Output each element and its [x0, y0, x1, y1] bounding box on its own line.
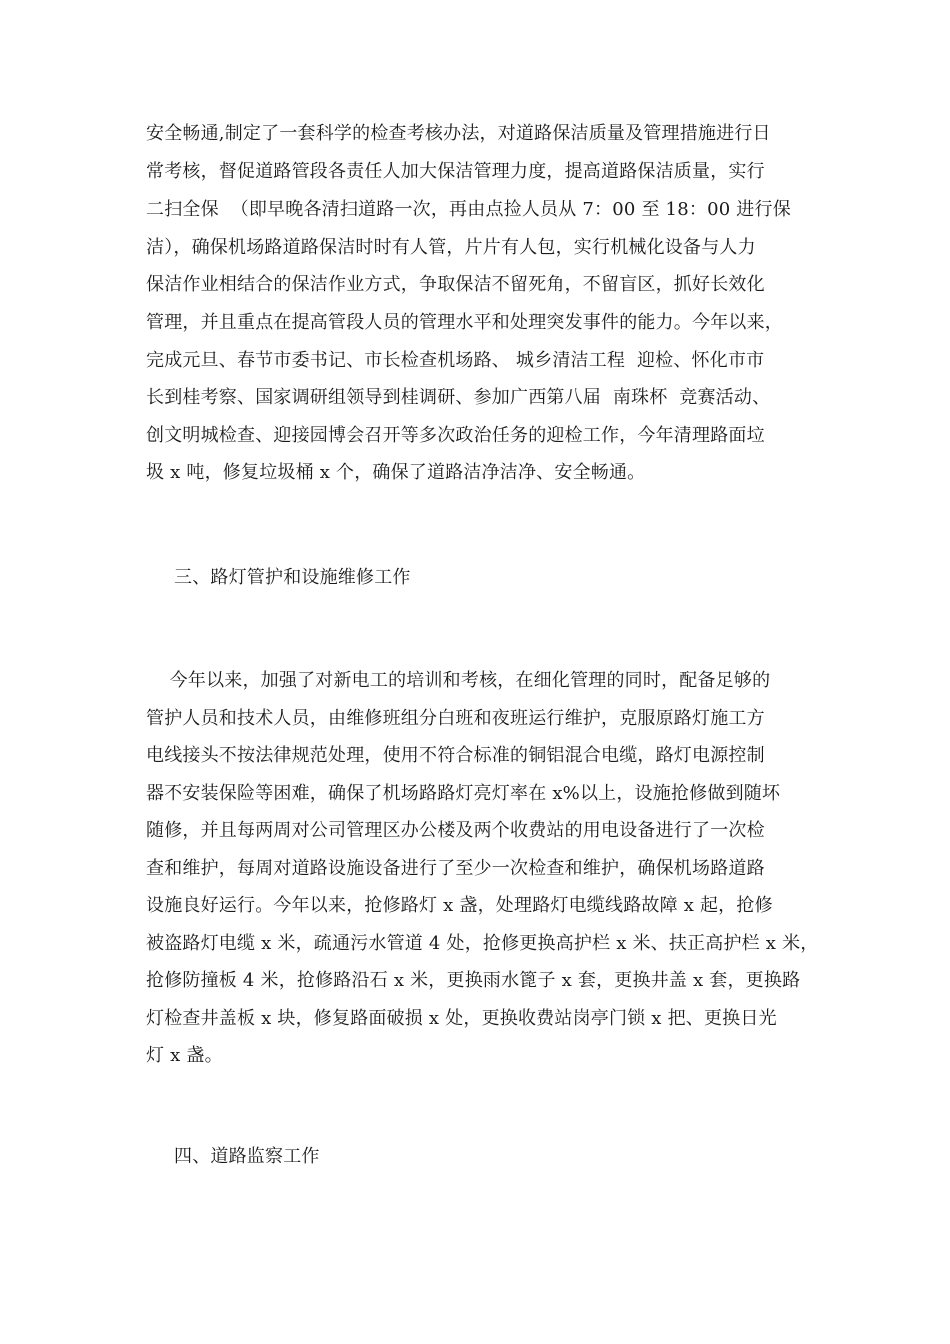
text-line: 器不安装保险等困难，确保了机场路路灯亮灯率在 x%以上，设施抢修做到随坏: [146, 783, 781, 804]
section-heading-streetlight: 三、路灯管护和设施维修工作: [174, 567, 411, 588]
text-line: 安全畅通,制定了一套科学的检查考核办法，对道路保洁质量及管理措施进行日: [146, 123, 771, 144]
text-line: 创文明城检查、迎接园博会召开等多次政治任务的迎检工作，今年清理路面垃: [146, 425, 765, 446]
text-line: 长到桂考察、国家调研组领导到桂调研、参加广西第八届 南珠杯 竞赛活动、: [146, 387, 771, 408]
text-line: 管理，并且重点在提高管段人员的管理水平和处理突发事件的能力。今年以来，: [146, 312, 783, 333]
text-line: 圾 x 吨，修复垃圾桶 x 个，确保了道路洁净洁净、安全畅通。: [146, 462, 646, 483]
text-line: 完成元旦、春节市委书记、市长检查机场路、 城乡清洁工程 迎检、怀化市市: [146, 350, 765, 371]
text-line: 灯 x 盏。: [146, 1045, 223, 1066]
text-line: 管护人员和技术人员，由维修班组分白班和夜班运行维护，克服原路灯施工方: [146, 708, 765, 729]
text-line: 电线接头不按法律规范处理，使用不符合标准的铜铝混合电缆，路灯电源控制: [146, 745, 765, 766]
text-line: 设施良好运行。今年以来，抢修路灯 x 盏，处理路灯电缆线路故障 x 起，抢修: [146, 895, 773, 916]
text-line: 查和维护，每周对道路设施设备进行了至少一次检查和维护，确保机场路道路: [146, 858, 765, 879]
text-line: 灯检查井盖板 x 块，修复路面破损 x 处，更换收费站岗亭门锁 x 把、更换日光: [146, 1008, 777, 1029]
section-heading-road-inspection: 四、道路监察工作: [174, 1146, 320, 1167]
text-line: 今年以来，加强了对新电工的培训和考核，在细化管理的同时，配备足够的: [146, 670, 771, 691]
text-line: 抢修防撞板 4 米，抢修路沿石 x 米，更换雨水篦子 x 套，更换井盖 x 套，更换路: [146, 970, 801, 991]
text-line: 被盗路灯电缆 x 米，疏通污水管道 4 处，抢修更换高护栏 x 米、扶正高护栏 x 米，: [146, 933, 819, 954]
text-line: 二扫全保 （即早晚各清扫道路一次，再由点捡人员从 7：00 至 18：00 进行保: [146, 199, 791, 220]
text-line: 保洁作业相结合的保洁作业方式，争取保洁不留死角，不留盲区，抓好长效化: [146, 274, 765, 295]
text-line: 常考核，督促道路管段各责任人加大保洁管理力度，提高道路保洁质量，实行: [146, 161, 765, 182]
text-line: 随修，并且每两周对公司管理区办公楼及两个收费站的用电设备进行了一次检: [146, 820, 765, 841]
text-line: 洁），确保机场路道路保洁时时有人管，片片有人包，实行机械化设备与人力: [146, 237, 756, 258]
